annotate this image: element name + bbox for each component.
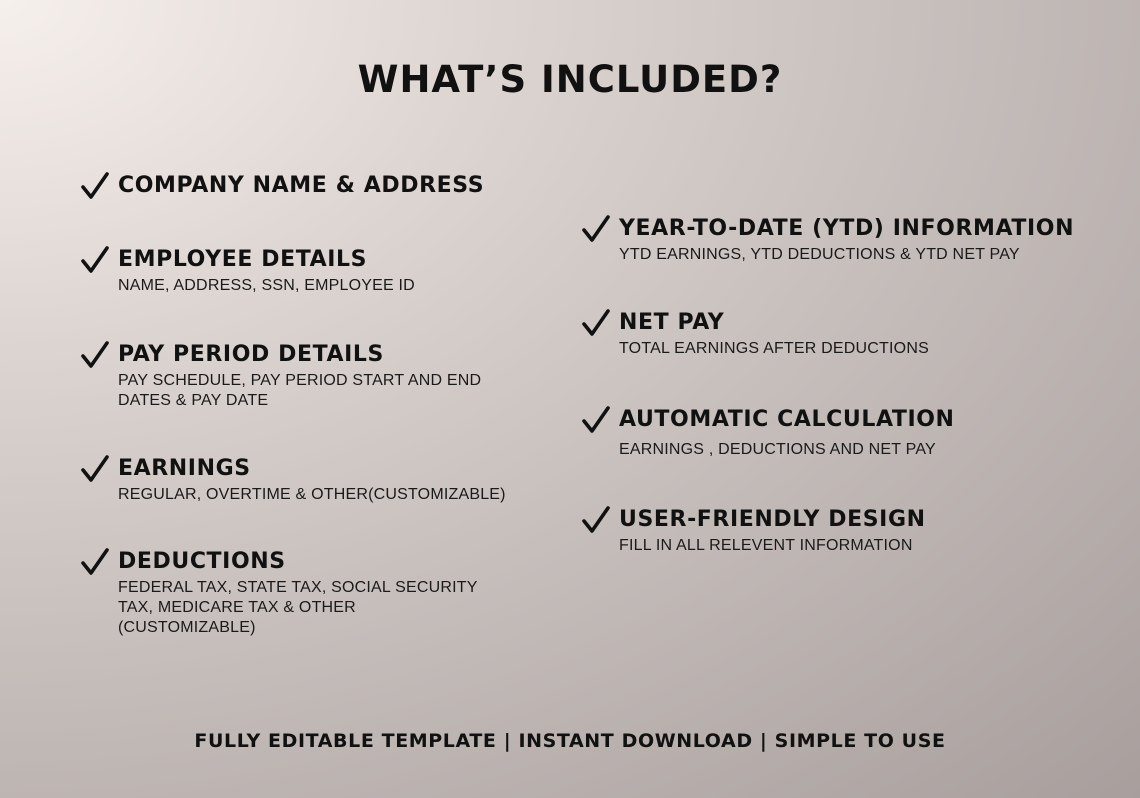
feature-title: PAY PERIOD DETAILS bbox=[118, 342, 384, 367]
footer-tagline: FULLY EDITABLE TEMPLATE | INSTANT DOWNLOAD | SIMPLE TO USE bbox=[194, 730, 946, 752]
feature-title: AUTOMATIC CALCULATION bbox=[619, 407, 955, 432]
feature-deductions bbox=[80, 548, 560, 638]
feature-title: USER-FRIENDLY DESIGN bbox=[619, 507, 926, 532]
checkmark-icon bbox=[80, 546, 110, 578]
feature-description: YTD EARNINGS, YTD DEDUCTIONS & YTD NET PAY bbox=[619, 246, 1020, 263]
feature-net-pay bbox=[581, 309, 1061, 359]
feature-description: FILL IN ALL RELEVENT INFORMATION bbox=[619, 537, 913, 554]
feature-pay-period-details bbox=[80, 341, 560, 411]
checkmark-icon bbox=[80, 170, 110, 202]
feature-title: COMPANY NAME & ADDRESS bbox=[118, 173, 485, 198]
checkmark-icon bbox=[80, 453, 110, 485]
feature-description: REGULAR, OVERTIME & OTHER(CUSTOMIZABLE) bbox=[118, 486, 506, 503]
feature-description: EARNINGS , DEDUCTIONS AND NET PAY bbox=[619, 441, 936, 458]
feature-title: EARNINGS bbox=[118, 456, 251, 481]
feature-title: YEAR-TO-DATE (YTD) INFORMATION bbox=[619, 216, 1075, 241]
feature-description: NAME, ADDRESS, SSN, EMPLOYEE ID bbox=[118, 277, 415, 294]
feature-employee-details bbox=[80, 246, 560, 296]
feature-title: NET PAY bbox=[619, 310, 725, 335]
feature-ytd-information bbox=[581, 215, 1101, 265]
checkmark-icon bbox=[581, 404, 611, 436]
feature-description: FEDERAL TAX, STATE TAX, SOCIAL SECURITY TAX, MEDICARE TAX & OTHER (CUSTOMIZABLE) bbox=[118, 579, 478, 636]
page-title: WHAT’S INCLUDED? bbox=[357, 58, 783, 101]
checkmark-icon bbox=[581, 307, 611, 339]
feature-title: DEDUCTIONS bbox=[118, 549, 286, 574]
feature-automatic-calculation bbox=[581, 406, 1061, 460]
feature-user-friendly-design bbox=[581, 506, 1061, 556]
feature-description: PAY SCHEDULE, PAY PERIOD START AND END DATES & PAY DATE bbox=[118, 372, 482, 409]
checkmark-icon bbox=[80, 339, 110, 371]
feature-description: TOTAL EARNINGS AFTER DEDUCTIONS bbox=[619, 340, 929, 357]
feature-title: EMPLOYEE DETAILS bbox=[118, 247, 368, 272]
checkmark-icon bbox=[80, 244, 110, 276]
feature-earnings bbox=[80, 455, 560, 505]
checkmark-icon bbox=[581, 504, 611, 536]
checkmark-icon bbox=[581, 213, 611, 245]
feature-company-name-address bbox=[80, 172, 560, 200]
